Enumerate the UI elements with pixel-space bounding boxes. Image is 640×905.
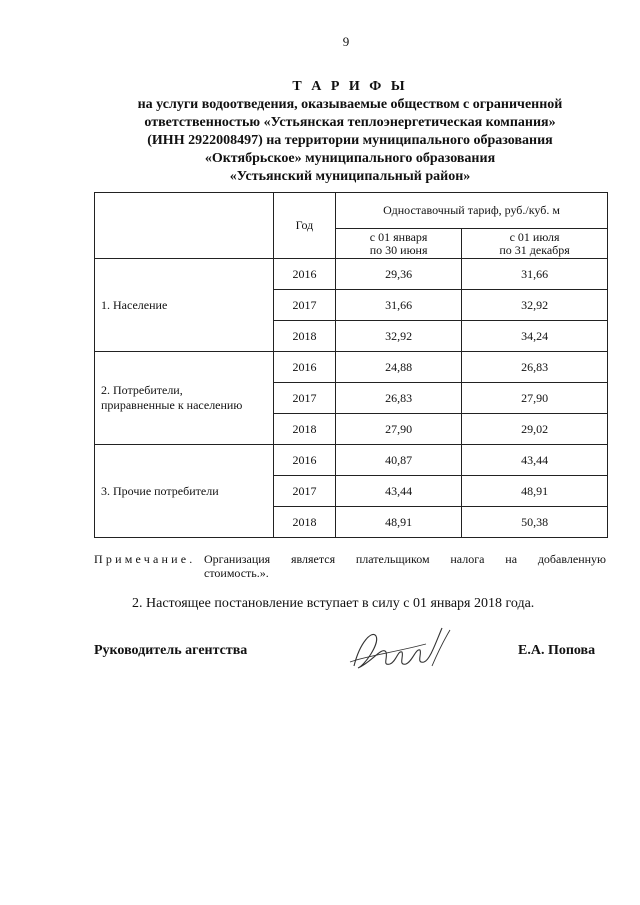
period-2-from: с 01 июля — [509, 229, 560, 244]
year-cell: 2018 — [273, 414, 335, 445]
year-cell: 2018 — [273, 507, 335, 538]
title-line: «Октябрьское» муниципального образования — [204, 151, 496, 166]
title-line: (ИНН 2922008497) на территории муниципального образования — [147, 133, 553, 148]
tariff-h1-cell: 43,44 — [336, 476, 462, 507]
category-label: 1. Население — [101, 297, 168, 312]
tariff-h1-cell: 26,83 — [336, 383, 462, 414]
title-heading: Т А Р И Ф Ы — [292, 79, 408, 94]
note-block — [94, 552, 608, 580]
title-line: ответственностью «Устьянская теплоэнергетическая компания» — [144, 115, 556, 130]
category-cell — [95, 445, 274, 538]
tariff-h1-cell: 48,91 — [336, 507, 462, 538]
year-cell: 2016 — [273, 352, 335, 383]
category-label: 2. Потребители, — [101, 383, 183, 397]
title-line: на услуги водоотведения, оказываемые обществом с ограниченной — [137, 97, 563, 112]
tariff-h1-cell: 29,36 — [336, 259, 462, 290]
tariff-h2-cell: 29,02 — [462, 414, 608, 445]
tariff-h2-cell: 48,91 — [462, 476, 608, 507]
period-2-to: по 31 декабря — [499, 242, 570, 257]
year-cell: 2017 — [273, 383, 335, 414]
category-cell — [95, 259, 274, 352]
tariff-h2-cell: 26,83 — [462, 352, 608, 383]
year-cell: 2016 — [273, 445, 335, 476]
signer-name: Е.А. Попова — [518, 643, 596, 658]
category-label: 3. Прочие потребители — [101, 483, 219, 498]
document-title — [90, 78, 610, 186]
table-row — [95, 352, 608, 383]
header-period-2 — [462, 229, 608, 259]
tariff-h2-cell: 34,24 — [462, 321, 608, 352]
year-cell: 2016 — [273, 259, 335, 290]
signer-title: Руководитель агентства — [94, 643, 248, 658]
tariff-h2-cell: 32,92 — [462, 290, 608, 321]
year-cell: 2017 — [273, 476, 335, 507]
tariff-h1-cell: 31,66 — [336, 290, 462, 321]
tariff-h2-cell: 50,38 — [462, 507, 608, 538]
table-row — [95, 445, 608, 476]
category-cell — [95, 352, 274, 445]
tariff-h1-cell: 27,90 — [336, 414, 462, 445]
tariff-table — [94, 192, 608, 538]
tariff-h2-cell: 27,90 — [462, 383, 608, 414]
category-label: приравненные к населению — [101, 398, 243, 412]
tariff-h2-cell: 31,66 — [462, 259, 608, 290]
note-text-line1: Организация является плательщиком налога на добавленную — [204, 552, 606, 566]
header-tariff: Одноставочный тариф, руб./куб. м — [336, 193, 608, 229]
year-cell: 2017 — [273, 290, 335, 321]
decree-paragraph: 2. Настоящее постановление вступает в силу с 01 января 2018 года. — [132, 596, 535, 611]
tariff-h1-cell: 24,88 — [336, 352, 462, 383]
page-number: 9 — [342, 34, 350, 49]
tariff-h1-cell: 32,92 — [336, 321, 462, 352]
handwritten-signature — [346, 622, 456, 678]
header-year: Год — [273, 193, 335, 259]
period-1-from: с 01 января — [369, 229, 428, 244]
year-cell: 2018 — [273, 321, 335, 352]
header-empty-cell — [95, 193, 274, 259]
table-row — [95, 259, 608, 290]
period-1-to: по 30 июня — [369, 242, 428, 257]
tariff-h2-cell: 43,44 — [462, 445, 608, 476]
header-period-1 — [336, 229, 462, 259]
tariff-h1-cell: 40,87 — [336, 445, 462, 476]
note-label: Примечание. — [94, 552, 196, 566]
title-line: «Устьянский муниципальный район» — [229, 169, 471, 184]
note-text-line2: стоимость.». — [204, 566, 269, 580]
